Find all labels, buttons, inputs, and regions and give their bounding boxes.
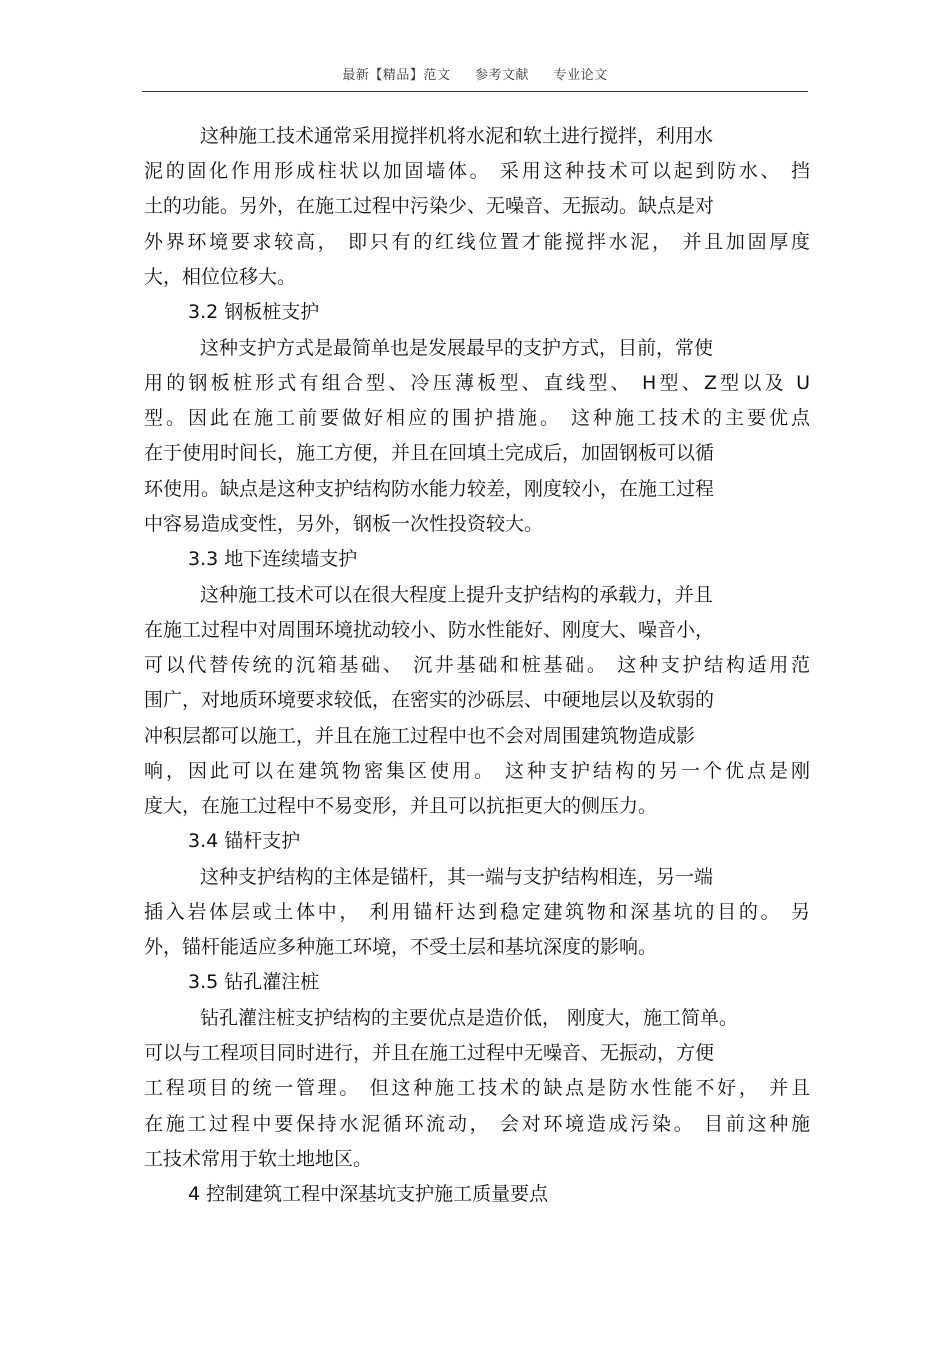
body-line: 大，相位位移大。 (144, 266, 297, 288)
body-line: 在施工过程中对周围环境扰动较小、防水性能好、刚度大、噪音小， (144, 619, 715, 641)
body-line: 土的功能。另外，在施工过程中污染少、无噪音、无振动。缺点是对 (144, 195, 715, 217)
header-rule (142, 91, 808, 92)
body-line: 在施工过程中要保持水泥循环流动， 会对环境造成污染。 目前这种施 (144, 1113, 810, 1135)
body-line: 钻孔灌注桩支护结构的主要优点是造价低， 刚度大，施工简单。 (200, 1007, 739, 1029)
body-line: 插入岩体层或土体中， 利用锚杆达到稳定建筑物和深基坑的目的。 另 (144, 901, 810, 923)
body-line: 冲积层都可以施工，并且在施工过程中也不会对周围建筑物造成影 (144, 725, 696, 747)
section-heading: 4 控制建筑工程中深基坑支护施工质量要点 (188, 1183, 549, 1205)
body-line: 在于使用时间长，施工方便，并且在回填土完成后，加固钢板可以循 (144, 442, 715, 464)
section-heading: 3.4 锚杆支护 (188, 830, 301, 852)
body-line: 中容易造成变性，另外，钢板一次性投资较大。 (144, 513, 544, 535)
body-line: 这种施工技术可以在很大程度上提升支护结构的承载力，并且 (200, 584, 714, 606)
body-line: 响，因此可以在建筑物密集区使用。 这种支护结构的另一个优点是刚 (144, 760, 810, 782)
header-item: 最新【精品】范文 (342, 68, 451, 83)
section-heading: 3.5 钻孔灌注桩 (188, 971, 320, 993)
body-line: 工技术常用于软土地地区。 (144, 1148, 373, 1170)
body-line: 环使用。缺点是这种支护结构防水能力较差，刚度较小，在施工过程 (144, 478, 715, 500)
body-line: 型。因此在施工前要做好相应的围护措施。 这种施工技术的主要优点 (144, 407, 810, 429)
body-line: 围广，对地质环境要求较低，在密实的沙砾层、中硬地层以及软弱的 (144, 689, 715, 711)
body-line: 这种施工技术通常采用搅拌机将水泥和软土进行搅拌，利用水 (200, 125, 714, 147)
body-line: 可以与工程项目同时进行，并且在施工过程中无噪音、无振动，方便 (144, 1042, 715, 1064)
body-line: 泥的固化作用形成柱状以加固墙体。 采用这种技术可以起到防水、 挡 (144, 160, 810, 182)
body-line: 度大，在施工过程中不易变形，并且可以抗拒更大的侧压力。 (144, 795, 658, 817)
body-line: 外界环境要求较高， 即只有的红线位置才能搅拌水泥， 并且加固厚度 (144, 231, 810, 253)
body-line: 这种支护方式是最简单也是发展最早的支护方式，目前，常使 (200, 337, 714, 359)
body-line: 工程项目的统一管理。 但这种施工技术的缺点是防水性能不好， 并且 (144, 1077, 810, 1099)
header-item: 参考文献 (474, 68, 529, 83)
body-line: 外，锚杆能适应多种施工环境，不受土层和基坑深度的影响。 (144, 936, 658, 958)
section-heading: 3.3 地下连续墙支护 (188, 548, 358, 570)
header-item: 专业论文 (553, 68, 608, 83)
page-header (142, 64, 808, 83)
body-line: 这种支护结构的主体是锚杆，其一端与支护结构相连，另一端 (200, 866, 714, 888)
body-line: 可以代替传统的沉箱基础、 沉井基础和桩基础。 这种支护结构适用范 (144, 654, 810, 676)
body-line: 用的钢板桩形式有组合型、冷压薄板型、直线型、 H型、Z型以及 U (144, 372, 810, 394)
section-heading: 3.2 钢板桩支护 (188, 301, 320, 323)
